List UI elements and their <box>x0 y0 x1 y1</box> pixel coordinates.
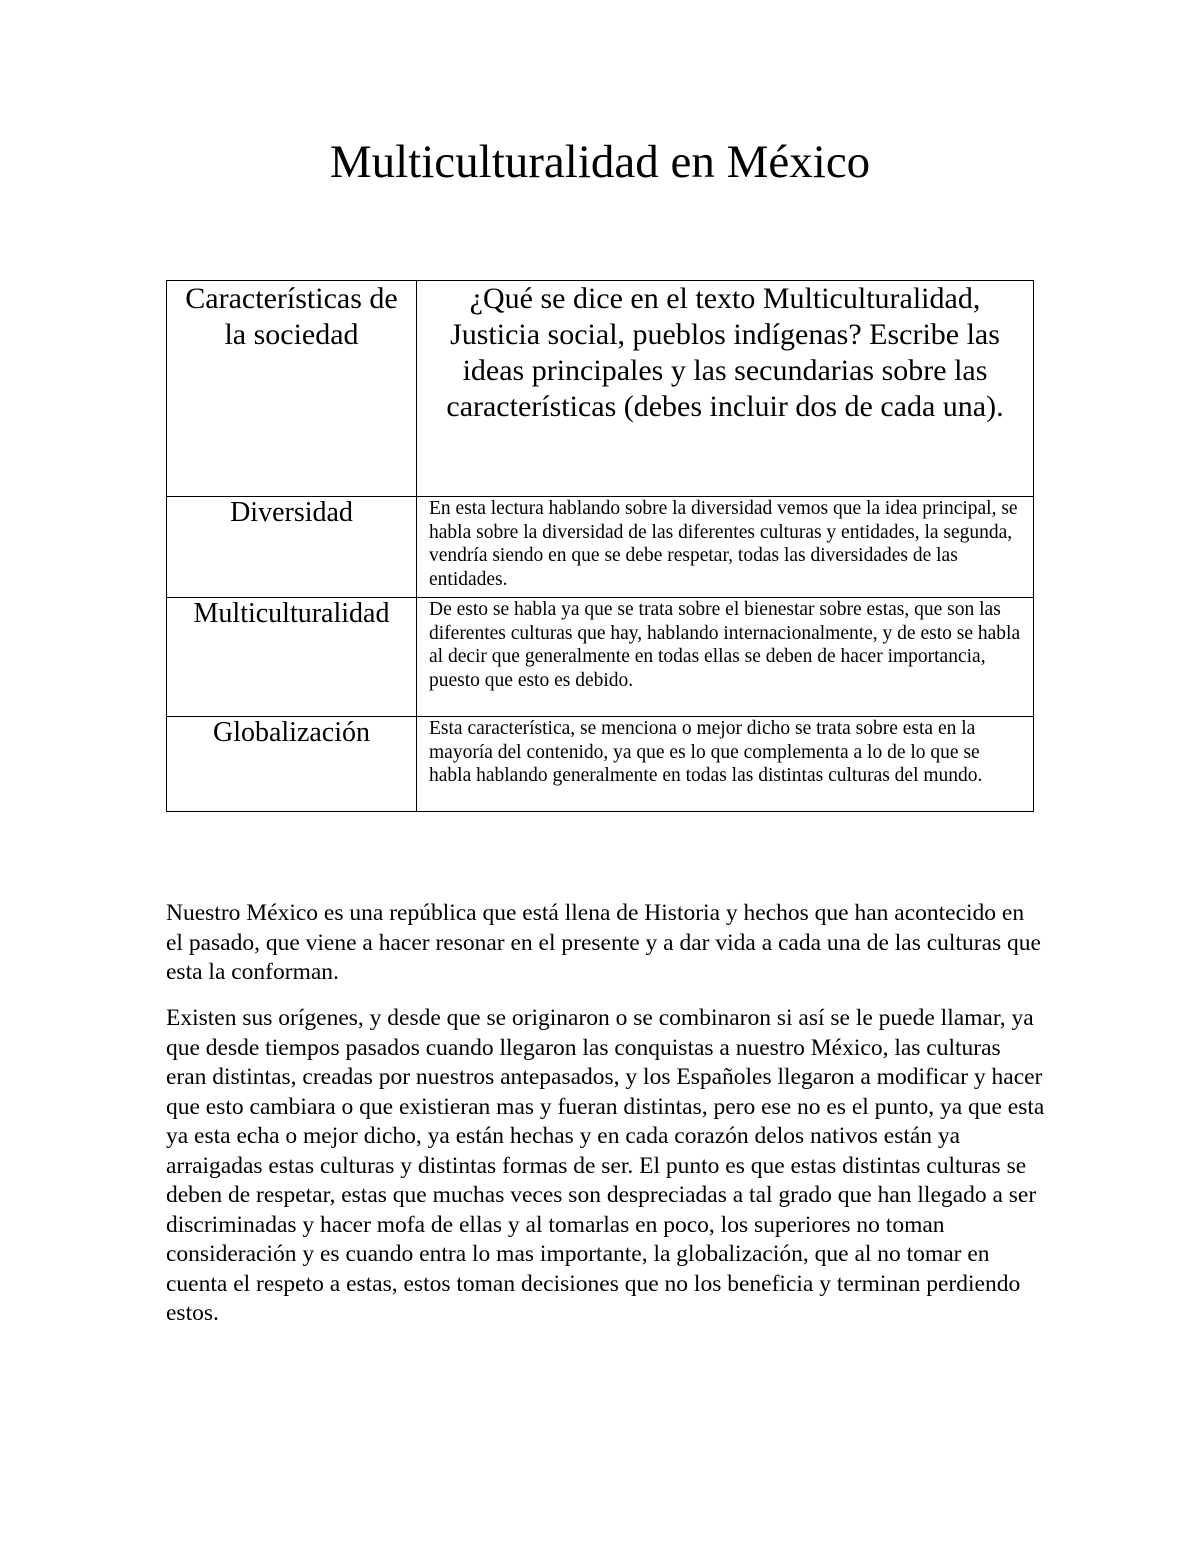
table-cell-term <box>167 598 417 717</box>
table-row <box>167 717 1034 812</box>
table-header-question: ¿Qué se dice en el texto Multiculturalidad, Justicia social, pueblos indígenas? Escribe las ideas principales y las secundarias sobre las características (debes incluir dos de cada una). <box>446 282 1004 423</box>
term-globalizacion: Globalización <box>212 717 371 748</box>
characteristics-table <box>166 280 1034 812</box>
term-diversidad: Diversidad <box>230 497 353 528</box>
table-cell-description <box>417 717 1034 812</box>
table-header-cell-left <box>167 281 417 497</box>
description-diversidad: En esta lectura hablando sobre la diversidad vemos que la idea principal, se habla sobre la diversidad de las diferentes culturas y entidades, la segunda, vendría siendo en que se debe respetar, todas las diversidades de las entidades. <box>429 498 1018 590</box>
table-header-characteristics: Características de la sociedad <box>185 282 398 351</box>
table-cell-description <box>417 598 1034 717</box>
paragraph-origins: Existen sus orígenes, y desde que se originaron o se combinaron si así se le puede llamar, ya que desde tiempos pasados cuando llegaron las conquistas a nuestro México, las culturas eran distintas, creadas por nuestros antepasados, y los Españoles llegaron a modificar y hacer que esto cambiara o que existieran mas y fueran distintas, pero ese no es el punto, ya que esta ya esta echa o mejor dicho, ya están hechas y en cada corazón delos nativos están ya arraigadas estas culturas y distintas formas de ser. El punto es que estas distintas culturas se deben de respetar, estas que muchas veces son despreciadas a tal grado que han llegado a ser discriminadas y hacer mofa de ellas y al tomarlas en poco, los superiores no toman consideración y es cuando entra lo mas importante, la globalización, que al no tomar en cuenta el respeto a estas, estos toman decisiones que no los beneficia y terminan perdiendo estos. <box>166 1005 1045 1326</box>
document-title: Multiculturalidad en México <box>329 136 871 188</box>
paragraph-intro: Nuestro México es una república que está llena de Historia y hechos que han acontecido en el pasado, que viene a hacer resonar en el presente y a dar vida a cada una de las culturas que esta la conforman. <box>166 900 1041 985</box>
table-row <box>167 598 1034 717</box>
term-multiculturalidad: Multiculturalidad <box>193 598 390 629</box>
table-cell-term <box>167 717 417 812</box>
description-globalizacion: Esta característica, se menciona o mejor dicho se trata sobre esta en la mayoría del contenido, ya que es lo que complementa a lo de lo que se habla hablando generalmente en todas las distintas culturas del mundo. <box>429 718 983 786</box>
table-cell-description <box>417 497 1034 598</box>
table-cell-term <box>167 497 417 598</box>
table-row <box>167 497 1034 598</box>
table-header-cell-right <box>417 281 1034 497</box>
description-multiculturalidad: De esto se habla ya que se trata sobre el bienestar sobre estas, que son las diferentes culturas que hay, hablando internacionalmente, y de esto se habla al decir que generalmente en todas ellas se deben de hacer importancia, puesto que esto es debido. <box>429 599 1021 691</box>
table-header-row <box>167 281 1034 497</box>
